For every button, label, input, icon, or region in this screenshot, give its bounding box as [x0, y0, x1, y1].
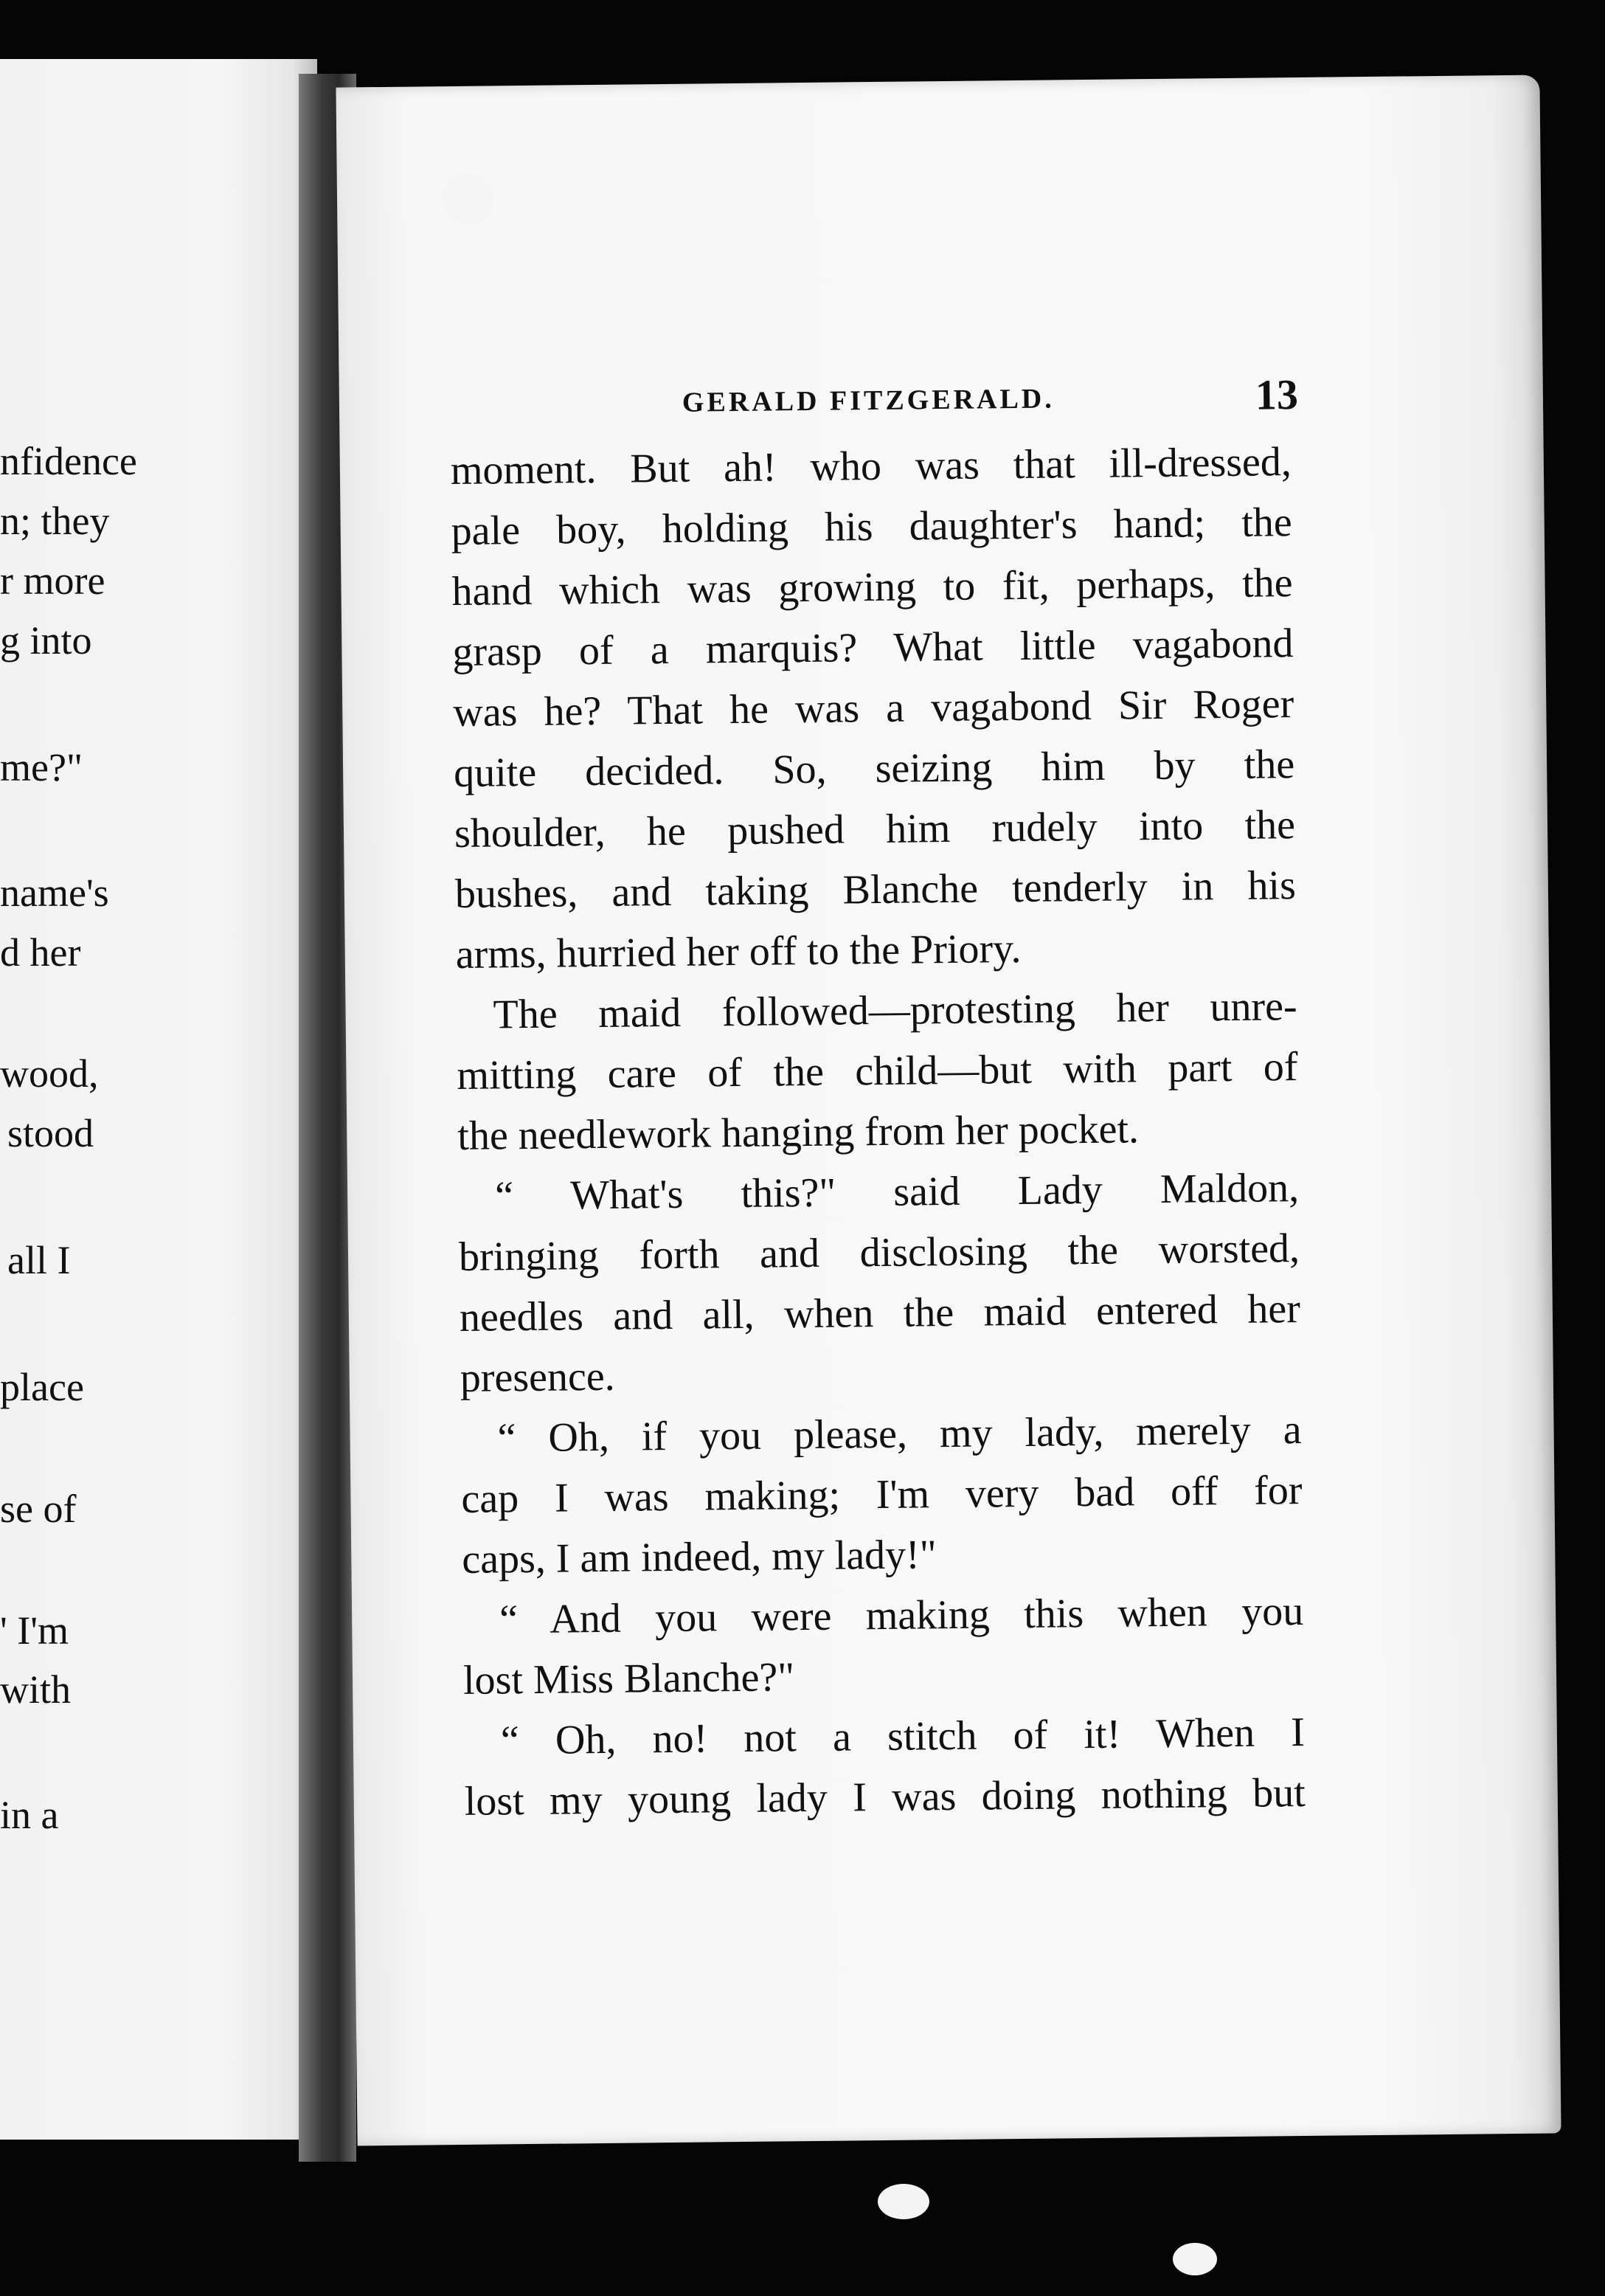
text-line: was he? That he was a vagabond Sir Roger	[452, 681, 1294, 736]
text-line: the needlework hanging from her pocket.	[457, 1106, 1140, 1159]
text-line: The maid followed—protesting her unre-	[493, 983, 1297, 1038]
text-line: presence.	[460, 1353, 615, 1401]
text-line: “ What's this?" said Lady Maldon,	[494, 1165, 1300, 1220]
text-line: “ Oh, no! not a stitch of it! When I	[500, 1709, 1306, 1764]
left-fragment: r more	[0, 559, 105, 603]
text-line: lost my young lady I was doing nothing but	[464, 1769, 1306, 1825]
text-line: arms, hurried her off to the Priory.	[455, 925, 1022, 978]
text-line: quite decided. So, seizing him by the	[453, 741, 1295, 796]
paper-speck	[443, 173, 494, 225]
left-fragment: wood,	[0, 1051, 99, 1096]
text-line: lost Miss Blanche?"	[462, 1654, 795, 1704]
text-line: “ And you were making this when you	[499, 1588, 1304, 1643]
paper-speck	[878, 2184, 929, 2219]
page-number: 13	[1255, 370, 1299, 419]
left-fragment: name's	[0, 871, 109, 915]
text-line: “ Oh, if you please, my lady, merely a	[497, 1407, 1302, 1462]
text-line: cap I was making; I'm very bad off for	[461, 1467, 1303, 1522]
text-line: bringing forth and disclosing the worsted,	[458, 1225, 1300, 1280]
text-line: needles and all, when the maid entered her	[459, 1286, 1301, 1341]
left-fragment: all I	[7, 1238, 71, 1282]
left-fragment: ' I'm	[0, 1608, 69, 1653]
text-line: caps, I am indeed, my lady!"	[462, 1532, 937, 1583]
right-page	[336, 75, 1561, 2146]
left-fragment: g into	[0, 618, 92, 663]
page-content	[450, 365, 1306, 1832]
text-line: mitting care of the child—but with part of	[457, 1044, 1298, 1099]
left-fragment: n; they	[0, 499, 110, 543]
text-line: bushes, and taking Blanche tenderly in his	[454, 862, 1297, 917]
left-fragment: stood	[7, 1111, 94, 1155]
text-line: grasp of a marquis? What little vagabond	[452, 620, 1294, 676]
left-fragment: in a	[0, 1793, 59, 1837]
text-line: pale boy, holding his daughter's hand; the	[451, 499, 1293, 555]
running-head	[450, 365, 1299, 440]
left-fragment: place	[0, 1365, 84, 1409]
left-fragment: d her	[0, 930, 81, 975]
text-line: hand which was growing to fit, perhaps, the	[451, 560, 1293, 615]
text-line: moment. But ah! who was that ill-dressed,	[450, 439, 1292, 494]
left-fragment: me?"	[0, 745, 83, 789]
running-title: GERALD FITZGERALD.	[682, 383, 1055, 418]
left-fragment: with	[0, 1667, 72, 1712]
text-line: shoulder, he pushed him rudely into the	[454, 802, 1296, 857]
paper-speck	[1173, 2243, 1217, 2275]
left-fragment: nfidence	[0, 439, 137, 483]
left-fragment: se of	[0, 1487, 77, 1531]
left-page	[0, 59, 317, 2140]
